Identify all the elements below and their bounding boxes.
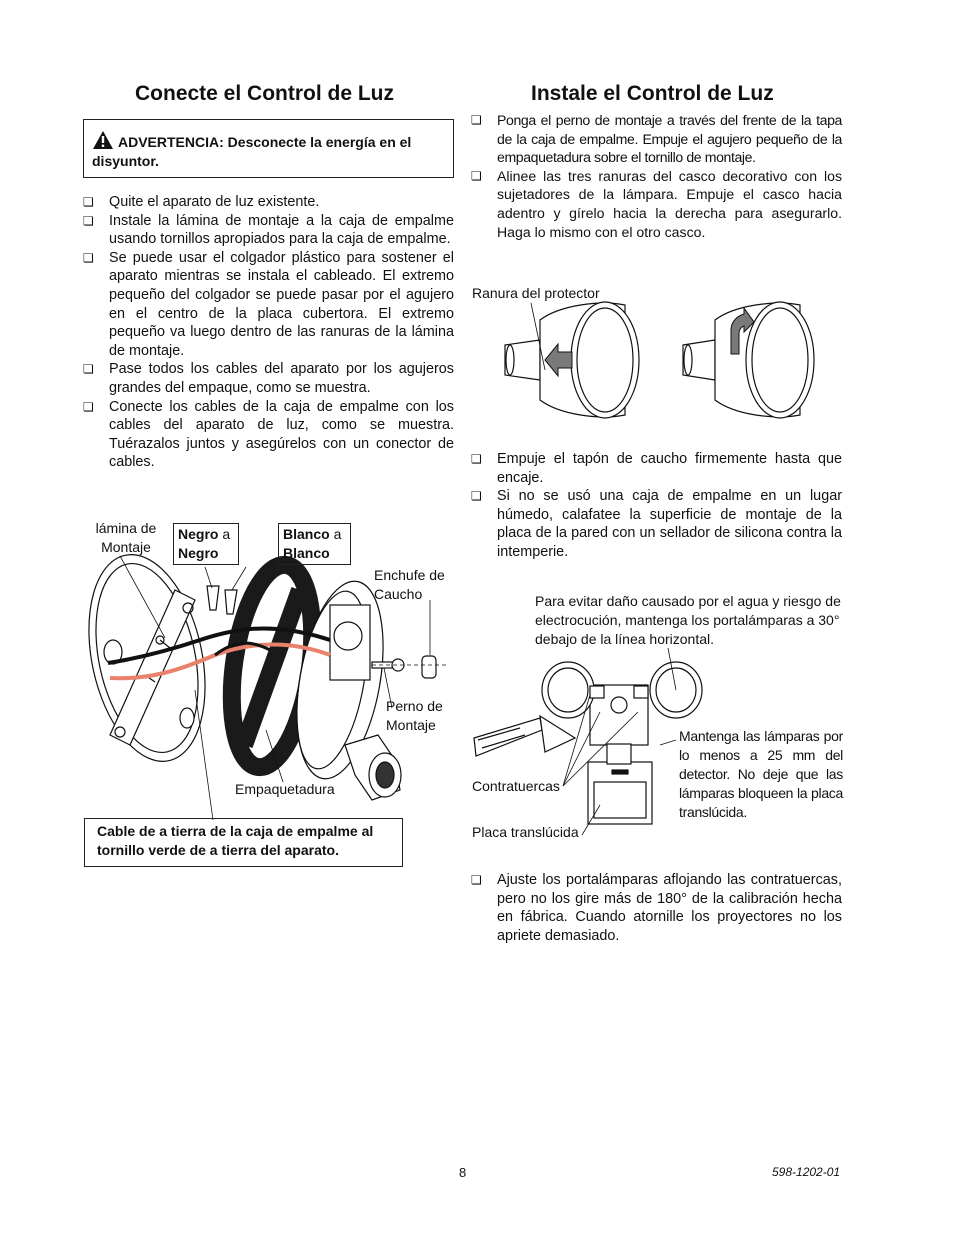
warning-label: ADVERTENCIA:: [118, 134, 224, 150]
list-item: ❏ Quite el aparato de luz existente.: [83, 193, 454, 212]
negro-a: a: [222, 526, 231, 542]
label-placa: Placa translúcida: [472, 824, 579, 840]
list-item: ❏ Se puede usar el colgador plástico para sostener el aparato mientras se instala el cableado. El extremo pequeño del colgador se puede pasar por el agujero en el centro de la placa cubertora. El extremo pequeño va luego dentro de las ranuras de la lámina de montaje.: [83, 249, 454, 361]
label-perno: Perno de Montaje: [386, 698, 443, 733]
list-item: ❏ Si no se usó una caja de empalme en un lugar húmedo, calafatee la superficie de montaje de la placa de la pared con un sellador de silicona contra la intemperie.: [471, 487, 842, 561]
fixture-note: Para evitar daño causado por el agua y riesgo de electrocución, mantenga los portalámparas a 30° debajo de la línea horizontal.: [535, 593, 841, 647]
negro-text-1: Negro: [178, 526, 219, 542]
page-number: 8: [459, 1165, 467, 1180]
warning-text: Desconecte la energía en el disyuntor.: [92, 134, 412, 169]
list-item: ❏ Ajuste los portalámparas aflojando las contratuercas, pero no los gire más de 180° de la calibración hecha en fábrica. Cuando atornille los proyectores no los apriete demasiado.: [471, 871, 842, 945]
right-bullet-list-bottom: [471, 871, 842, 945]
blanco-text-2: Blanco: [283, 545, 330, 561]
list-item: ❏ Alinee las tres ranuras del casco decorativo con los sujetadores de la lámpara. Empuje el casco hacia adentro y gírelo hacia la derecha para asegurarlo. Haga lo mismo con el otro casco.: [471, 167, 842, 241]
label-enchufe: Enchufe de Caucho: [374, 567, 445, 602]
label-ranura: Ranura del protector: [472, 285, 600, 301]
mantenga-note: Mantenga las lámparas por lo menos a 25 mm del detector. No deje que las lámparas bloqueen la placa translúcida.: [679, 728, 843, 820]
list-item: ❏ Ponga el perno de montaje a través del frente de la tapa de la caja de empalme. Empuje el agujero pequeño de la empaquetadura sobre el tornillo de montaje.: [471, 111, 842, 167]
list-item: ❏ Empuje el tapón de caucho firmemente hasta que encaje.: [471, 450, 842, 487]
document-id: 598-1202-01: [772, 1165, 841, 1179]
list-item: ❏ Conecte los cables de la caja de empalme con los cables del aparato de luz, como se muestra. Tuérazalos juntos y asegúrelos con un conector de cables.: [83, 398, 454, 472]
ground-note-box: Cable de a tierra de la caja de empalme al tornillo verde de a tierra del aparato.: [84, 818, 403, 867]
negro-text-2: Negro: [178, 545, 219, 561]
label-empaquetadura: Empaquetadura: [235, 781, 335, 797]
right-title: Instale el Control de Luz: [531, 82, 774, 105]
label-contratuercas: Contratuercas: [472, 778, 560, 794]
label-lamina: lámina de Montaje: [95, 520, 157, 555]
blanco-text-1: Blanco: [283, 526, 330, 542]
blanco-a: a: [333, 526, 342, 542]
list-item: ❏ Pase todos los cables del aparato por los agujeros grandes del empaque, como se muestra.: [83, 360, 454, 397]
left-title: Conecte el Control de Luz: [135, 82, 395, 105]
list-item: ❏ Instale la lámina de montaje a la caja de empalme usando tornillos apropiados para la caja de empalme.: [83, 212, 454, 249]
